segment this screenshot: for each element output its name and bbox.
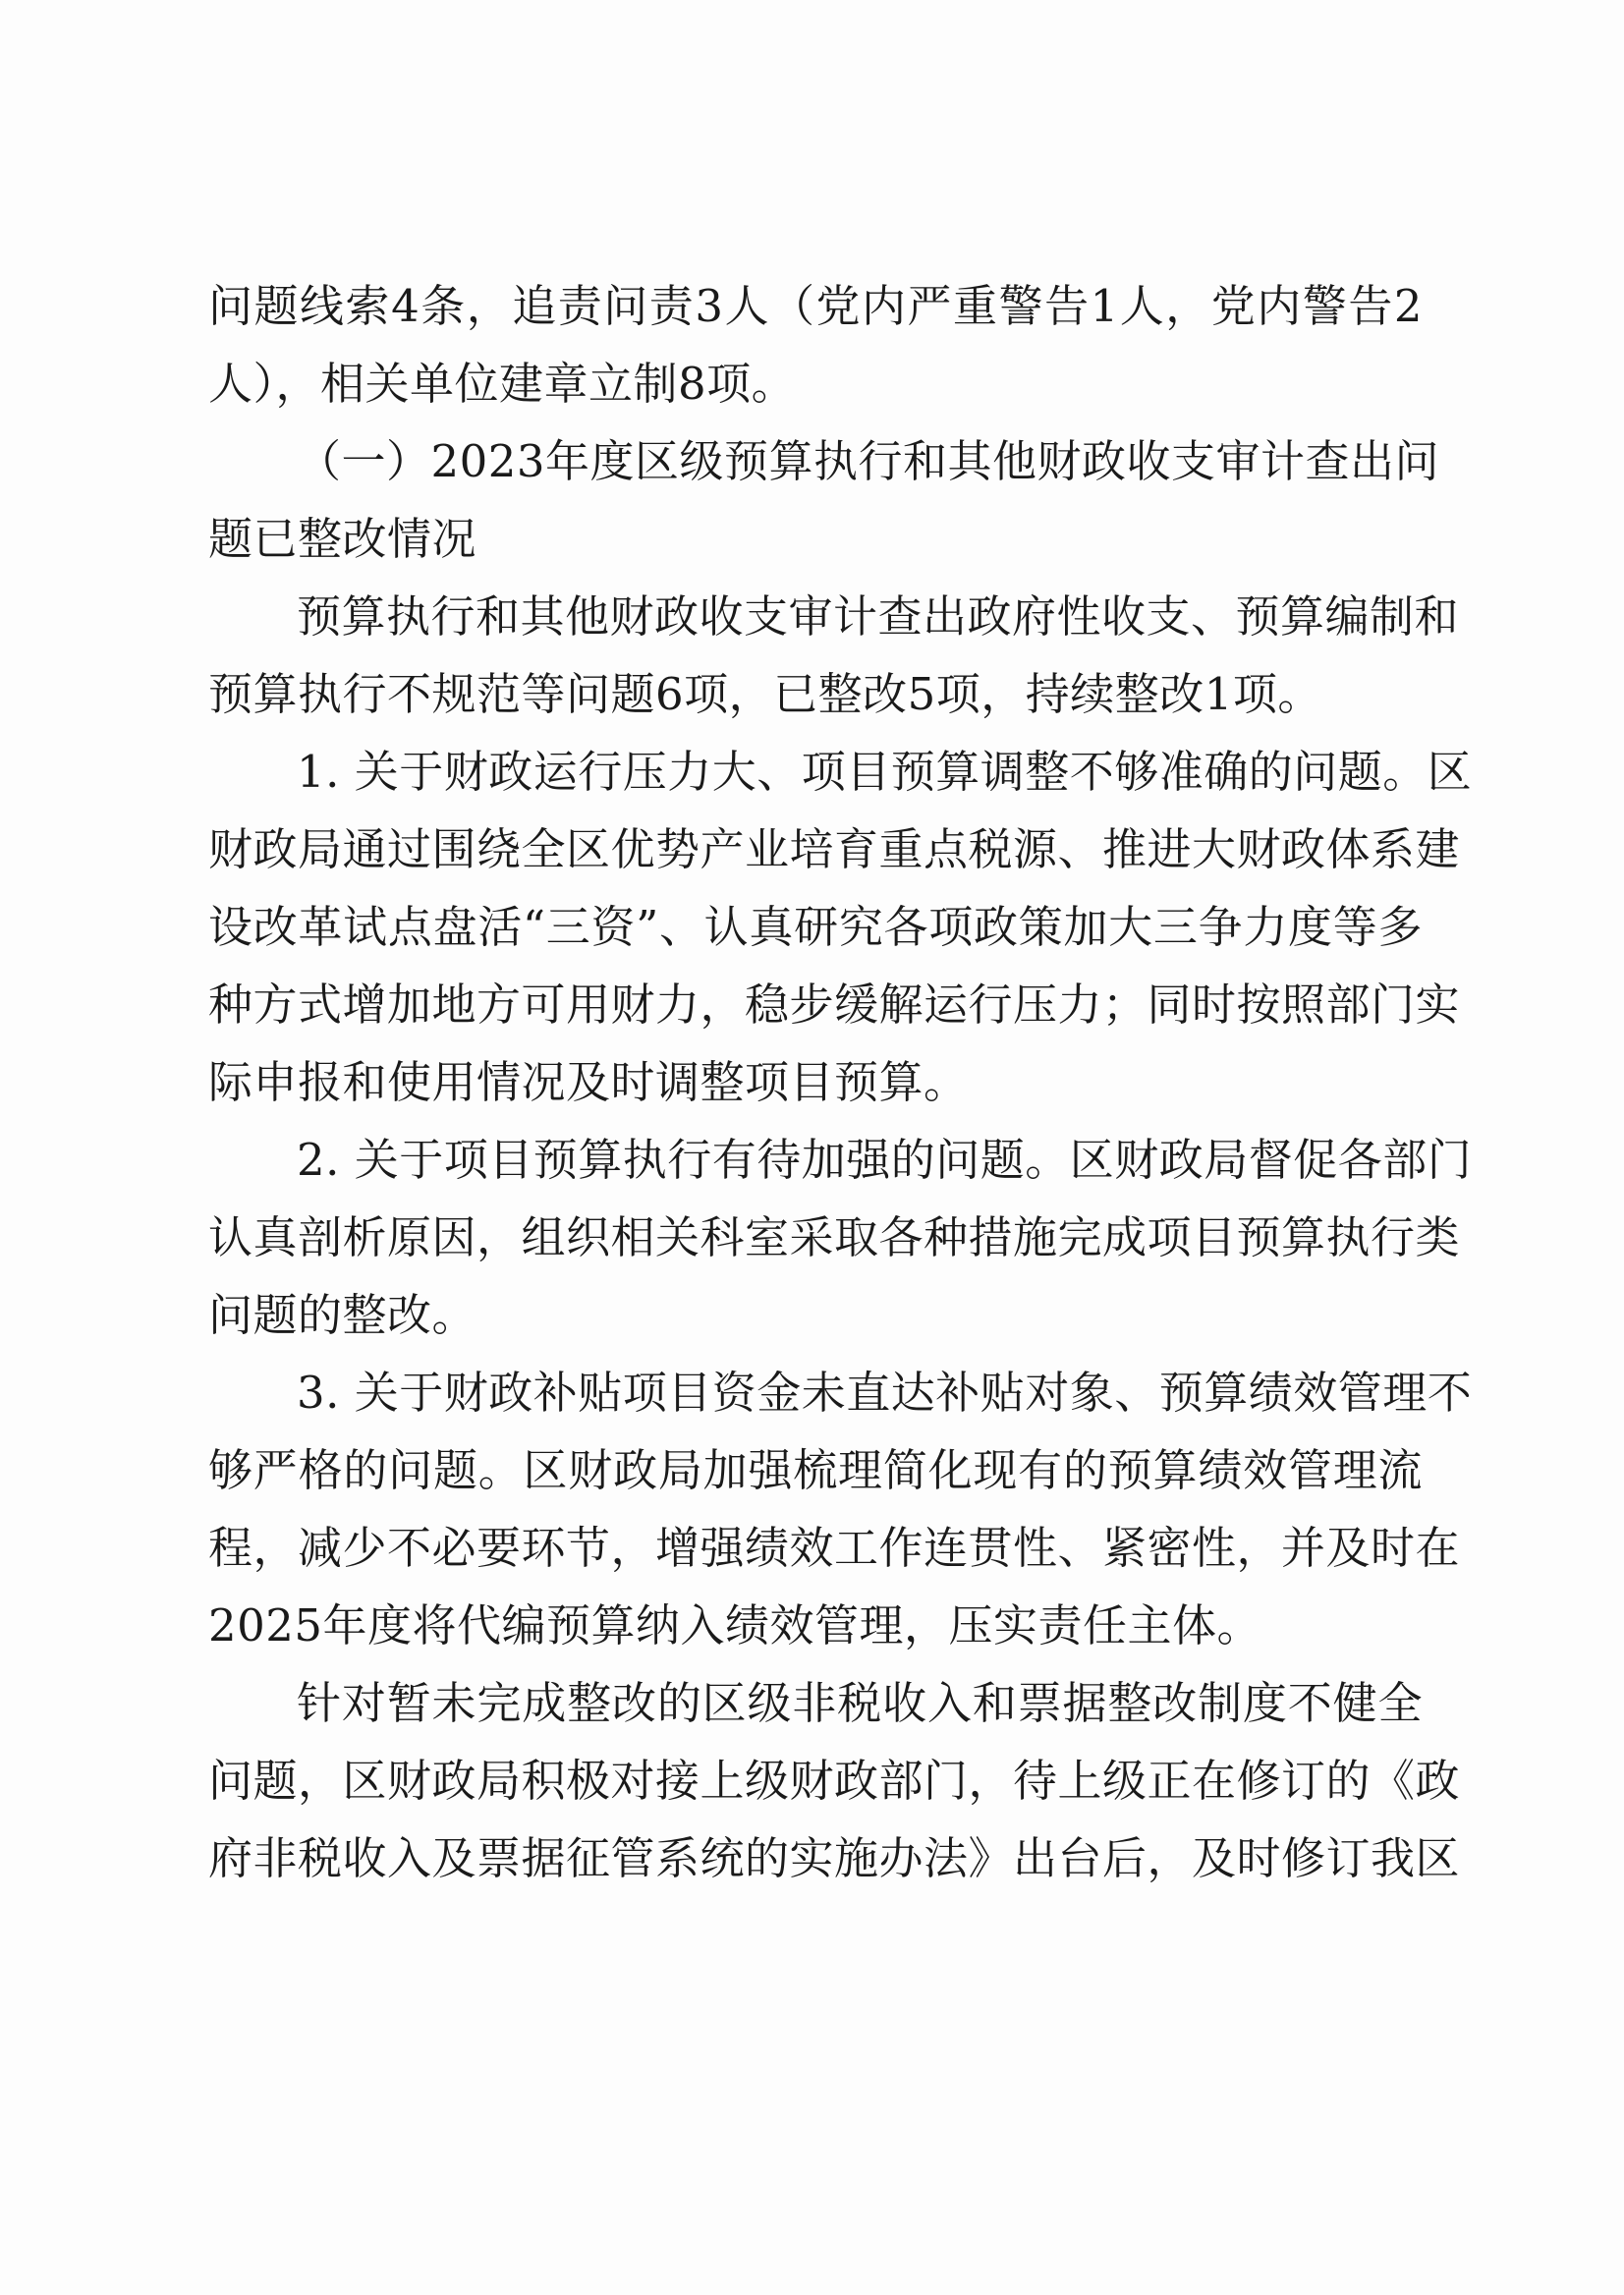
- text-line: 2. 关于项目预算执行有待加强的问题。区财政局督促各部门: [297, 1134, 1473, 1186]
- text-line: 针对暂未完成整改的区级非税收入和票据整改制度不健全: [297, 1677, 1423, 1729]
- text-line: 府非税收入及票据征管系统的实施办法》出台后，及时修订我区: [208, 1832, 1461, 1884]
- text-line: 2025年度将代编预算纳入绩效管理，压实责任主体。: [208, 1599, 1262, 1651]
- text-line: 预算执行不规范等问题6项，已整改5项，持续整改1项。: [208, 668, 1322, 720]
- text-line: 种方式增加地方可用财力，稳步缓解运行压力；同时按照部门实: [208, 979, 1461, 1031]
- text-line: 够严格的问题。区财政局加强梳理简化现有的预算绩效管理流: [208, 1444, 1423, 1496]
- text-line: （一）2023年度区级预算执行和其他财政收支审计查出问: [297, 435, 1440, 487]
- text-line: 设改革试点盘活“三资”、认真研究各项政策加大三争力度等多: [208, 901, 1423, 953]
- text-line: 财政局通过围绕全区优势产业培育重点税源、推进大财政体系建: [208, 823, 1461, 875]
- text-line: 问题线索4条，追责问责3人（党内严重警告1人，党内警告2: [208, 280, 1423, 332]
- text-line: 程，减少不必要环节，增强绩效工作连贯性、紧密性，并及时在: [208, 1522, 1461, 1574]
- text-line: 际申报和使用情况及时调整项目预算。: [208, 1056, 969, 1108]
- text-line: 问题，区财政局积极对接上级财政部门，待上级正在修订的《政: [208, 1755, 1461, 1807]
- text-line: 认真剖析原因，组织相关科室采取各种措施完成项目预算执行类: [208, 1211, 1461, 1263]
- text-line: 题已整改情况: [208, 513, 477, 565]
- text-line: 人），相关单位建章立制8项。: [208, 358, 797, 410]
- text-line: 3. 关于财政补贴项目资金未直达补贴对象、预算绩效管理不: [297, 1367, 1473, 1419]
- body-text: [208, 267, 1473, 1897]
- text-line: 预算执行和其他财政收支审计查出政府性收支、预算编制和: [297, 590, 1460, 643]
- text-line: 问题的整改。: [208, 1289, 477, 1341]
- text-line: 1. 关于财政运行压力大、项目预算调整不够准确的问题。区: [297, 746, 1473, 798]
